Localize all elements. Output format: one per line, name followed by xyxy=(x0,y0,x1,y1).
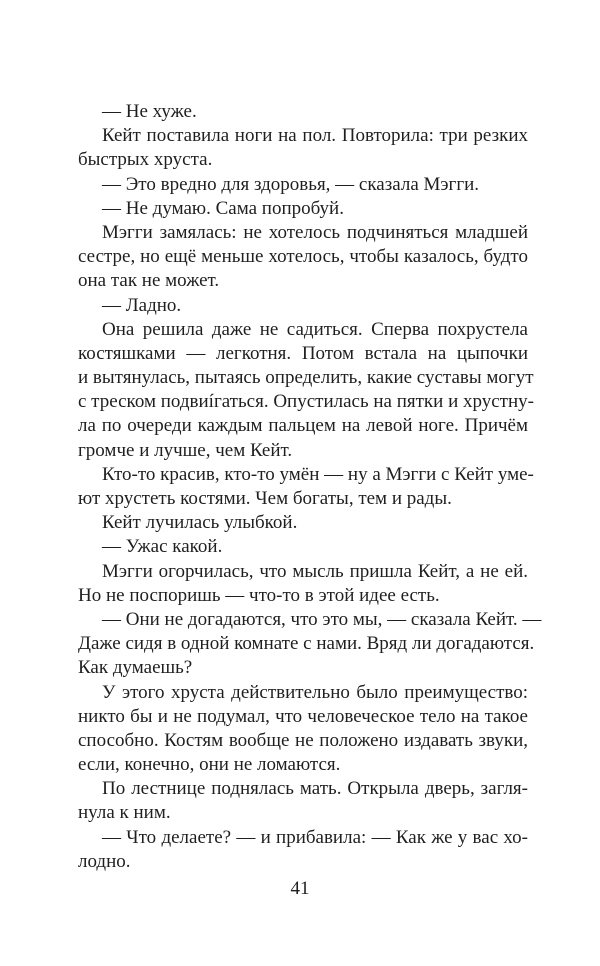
text-line: Мэгги замялась: не хотелось подчиняться младшей xyxy=(102,221,528,243)
text-line: она так не может. xyxy=(78,270,220,292)
text-line: Но не поспоришь — что-то в этой идее есть. xyxy=(78,584,440,606)
text-line: нула к ним. xyxy=(78,802,171,824)
text-line: Она решила даже не садиться. Сперва похрустела xyxy=(102,318,528,340)
text-line: костяшками — легкотня. Потом встала на цыпочки xyxy=(78,342,528,364)
text-line: — Что делаете? — и прибавила: — Как же у вас хо- xyxy=(102,826,528,848)
text-line: лодно. xyxy=(78,850,131,872)
text-line: Как думаешь? xyxy=(78,657,193,679)
text-line: У этого хруста действительно было преимущество: xyxy=(102,681,528,703)
text-line: никто бы и не подумал, что человеческое тело на такое xyxy=(78,705,528,727)
text-line: — Ладно. xyxy=(102,294,182,316)
page-number: 41 xyxy=(290,878,310,899)
text-line: способно. Костям вообще не положено издавать звуки, xyxy=(78,729,528,751)
text-line: ют хрустеть костями. Чем богаты, тем и рады. xyxy=(78,488,452,509)
text-line: Даже сидя в одной комнате с нами. Вряд ли догадаются. xyxy=(78,633,535,655)
text-line: — Не думаю. Сама попробуй. xyxy=(102,197,344,219)
text-line: — Это вредно для здоровья, — сказала Мэгги. xyxy=(102,173,480,195)
text-line: — Не хуже. xyxy=(102,101,197,122)
text-line: — Ужас какой. xyxy=(102,536,223,558)
text-line: Кейт лучилась улыбкой. xyxy=(102,512,298,534)
text-line: с треском подвиíгаться. Опустилась на пятки и хрустну- xyxy=(78,391,534,413)
text-line: ла по очереди каждым пальцем на левой ноге. Причём xyxy=(78,415,528,437)
text-line: Кто-то красив, кто-то умён — ну а Мэгги с Кейт уме- xyxy=(102,463,534,485)
body-text xyxy=(78,100,542,874)
text-line: — Они не догадаются, что это мы, — сказала Кейт. — xyxy=(102,608,542,630)
text-line: сестре, но ещё меньше хотелось, чтобы казалось, будто xyxy=(78,246,528,268)
text-line: и вытянулась, пытаясь определить, какие суставы могут xyxy=(78,367,534,389)
text-line: громче и лучше, чем Кейт. xyxy=(78,439,293,461)
text-line: Кейт поставила ноги на пол. Повторила: три резких xyxy=(102,125,528,147)
text-line: если, конечно, они не ломаются. xyxy=(78,754,341,776)
text-line: быстрых хруста. xyxy=(78,149,213,171)
text-line: По лестнице поднялась мать. Открыла дверь, загля- xyxy=(102,778,528,800)
text-line: Мэгги огорчилась, что мысль пришла Кейт, а не ей. xyxy=(102,560,528,582)
